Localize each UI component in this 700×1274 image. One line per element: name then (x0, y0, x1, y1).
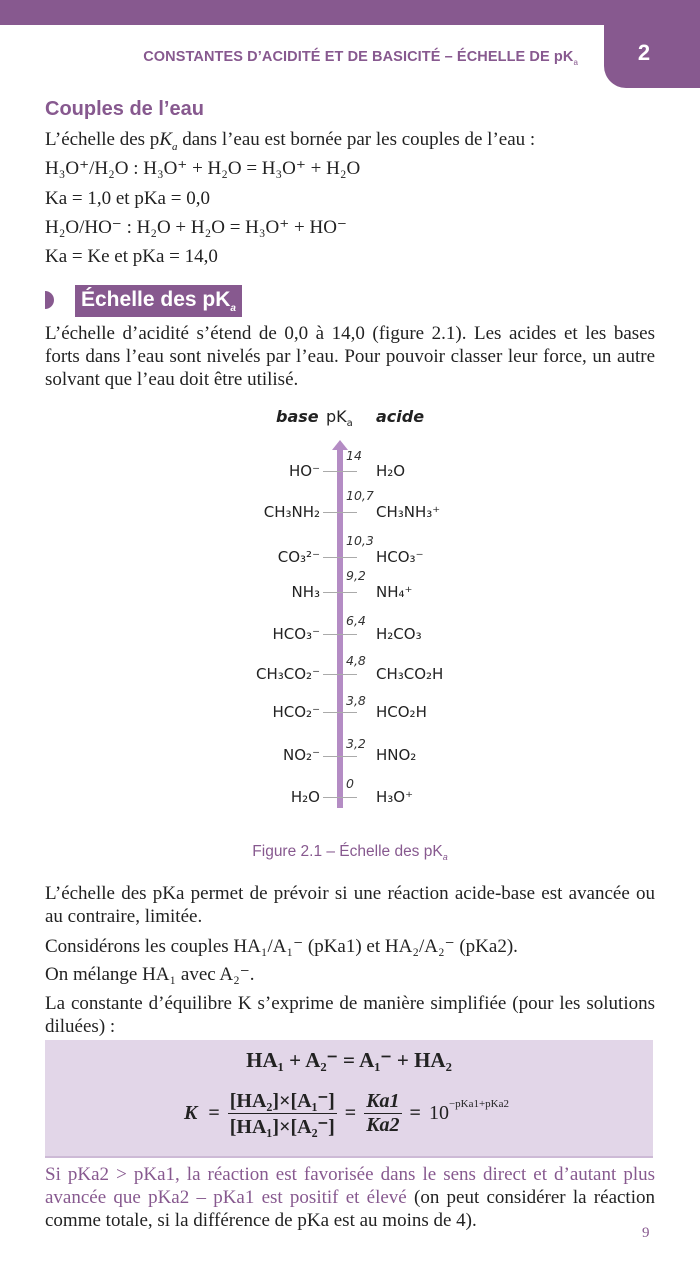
base-species: CH₃CO₂⁻ (256, 665, 320, 683)
body-paragraph-2: Considérons les couples HA₁/A₁⁻ (pKa1) et HA₂/A₂⁻ (pKa2). (45, 936, 518, 957)
acid-species: H₃O⁺ (376, 788, 414, 806)
subsection-title: Couples de l’eau (45, 98, 204, 120)
page-number: 9 (642, 1225, 650, 1241)
base-species: CH₃NH₂ (263, 503, 320, 521)
body-paragraph-3: On mélange HA₁ avec A₂⁻. (45, 964, 255, 985)
base-species: HO⁻ (288, 462, 320, 480)
base-species: HCO₃⁻ (272, 625, 320, 643)
base-species: CO₃²⁻ (277, 548, 320, 566)
pka-value: 0 (346, 776, 354, 791)
pka-value: 14 (346, 448, 362, 463)
acid-species: H₂O (376, 462, 406, 480)
column-header-pka: $pK_a$ (326, 407, 353, 430)
pka-value: 6,4 (346, 613, 366, 628)
tick (323, 512, 357, 513)
base-species: HCO₂⁻ (272, 703, 320, 721)
top-banner (0, 0, 700, 25)
equation-ka-0: Ka = 1,0 et pKa = 0,0 (45, 188, 210, 209)
body-paragraph-1: L’échelle des pKa permet de prévoir si une réaction acide-base est avancée ou au contraire, limitée. (45, 883, 655, 927)
acid-species: NH₄⁺ (376, 583, 413, 601)
conclusion-paragraph: Si pKa2 > pKa1, la réaction est favorisée dans le sens direct et d’autant plus avancée que pKa2 – pKa1 est positif et élevé (on peut considérer la réaction comme totale, si la différence de pKa est au moins de 4). (45, 1164, 655, 1231)
ka-ratio-fraction: $\frac{Ka1}{Ka2}$ (366, 1090, 400, 1136)
subsection-intro: L’échelle des $pK_a$ dans l’eau est bornée par les couples de l’eau : (45, 129, 536, 153)
half-circle-bullet-icon (45, 291, 54, 309)
section-title: Échelle des $pK_a$ (75, 285, 242, 317)
pka-value: 10,7 (346, 488, 374, 503)
equilibrium-constant-formula: K = $\frac{\text{[HA₂]×[A₁⁻]}}{\text{[HA₁]×[A₂⁻]}}$ = $\frac{Ka1}{Ka2}$ = $10^{-pKa1+pKa2}$ (184, 1090, 509, 1138)
pka-value: 4,8 (346, 653, 366, 668)
tick (323, 756, 357, 757)
acid-species: HCO₃⁻ (376, 548, 424, 566)
equation-h2o-ho: H₂O/HO⁻ : H₂O + H₂O = H₃O⁺ + HO⁻ (45, 217, 347, 238)
pka-value: 3,8 (346, 693, 366, 708)
acid-species: CH₃NH₃⁺ (376, 503, 441, 521)
pka-scale-figure (230, 400, 470, 820)
pka-value: 3,2 (346, 736, 366, 751)
tick (323, 592, 357, 593)
formula-box (45, 1040, 653, 1158)
tick (323, 634, 357, 635)
tick (323, 471, 357, 472)
running-title: CONSTANTES D’ACIDITÉ ET DE BASICITÉ – ÉCHELLE DE $pK_a$ (143, 49, 578, 67)
base-species: H₂O (290, 788, 320, 806)
base-species: NO₂⁻ (283, 746, 320, 764)
body-paragraph-4: La constante d’équilibre K s’exprime de manière simplifiée (pour les solutions diluées) : (45, 993, 655, 1037)
acid-species: CH₃CO₂H (376, 665, 444, 683)
figure-caption: Figure 2.1 – Échelle des $pK_a$ (252, 843, 448, 863)
acid-species: H₂CO₃ (376, 625, 422, 643)
equation-h3o-h2o: H₃O⁺/H₂O : H₃O⁺ + H₂O = H₃O⁺ + H₂O (45, 158, 361, 179)
pka-value: 10,3 (346, 533, 374, 548)
tick (323, 712, 357, 713)
pka-axis (337, 448, 343, 808)
tick (323, 797, 357, 798)
equation-ka-14: Ka = Ke et pKa = 14,0 (45, 246, 218, 267)
column-header-acid: acide (376, 407, 425, 426)
power-of-ten: $10^{-pKa1+pKa2}$ (428, 1098, 509, 1124)
tick (323, 674, 357, 675)
acid-species: HCO₂H (376, 703, 427, 721)
acid-species: HNO₂ (376, 746, 417, 764)
reaction-equation: HA₁ + A₂⁻ = A₁⁻ + HA₂ (246, 1048, 452, 1072)
conclusion-highlight: Si pKa2 > pKa1, la réaction est favorisée dans le sens direct et d’autant plus avancée que pKa2 – pKa1 est positif et élevé (45, 1164, 655, 1208)
chapter-number: 2 (637, 40, 651, 65)
pka-value: 9,2 (346, 568, 366, 583)
section-paragraph: L’échelle d’acidité s’étend de 0,0 à 14,0 (figure 2.1). Les acides et les bases forts dans l’eau sont nivelés par l’eau. Pour pouvoir classer leur force, un autre solvant que l’eau doit être utilisé. (45, 323, 655, 390)
base-species: NH₃ (291, 583, 320, 601)
column-header-base: base (276, 407, 319, 426)
tick (323, 557, 357, 558)
tab-notch (575, 25, 605, 55)
concentration-fraction: $\frac{\text{[HA₂]×[A₁⁻]}}{\text{[HA₁]×[A₂⁻]}}$ (229, 1090, 335, 1138)
